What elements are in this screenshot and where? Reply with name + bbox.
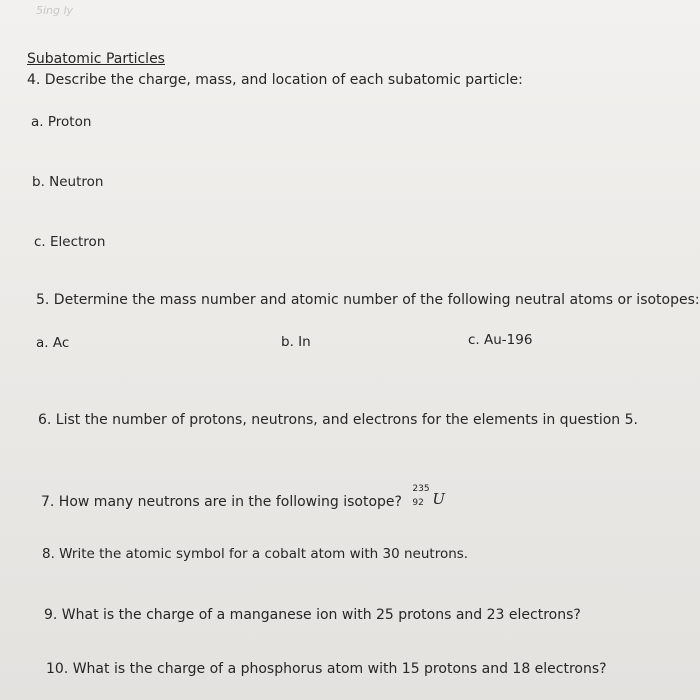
question-7-prompt: 7. How many neutrons are in the following isotope? [41,494,402,510]
faint-scribble: 5ing ly [36,4,74,17]
isotope-atomic-number: 92 [412,498,424,508]
question-8: 8. Write the atomic symbol for a cobalt atom with 30 neutrons. [42,546,469,562]
question-6: 6. List the number of protons, neutrons, and electrons for the elements in question 5. [38,412,638,428]
question-4b: b. Neutron [32,174,104,190]
section-title: Subatomic Particles [27,51,165,67]
question-4a: a. Proton [31,114,92,130]
isotope-symbol: U [432,490,446,508]
isotope-notation [412,484,454,510]
question-9: 9. What is the charge of a manganese ion with 25 protons and 23 electrons? [44,607,581,623]
question-5a: a. Ac [36,335,70,351]
question-7 [41,484,454,511]
question-5b: b. In [281,334,311,350]
isotope-mass-number: 235 [412,484,430,494]
question-5c: c. Au-196 [468,332,533,348]
question-4c: c. Electron [34,234,106,250]
question-10: 10. What is the charge of a phosphorus atom with 15 protons and 18 electrons? [46,661,607,677]
question-4: 4. Describe the charge, mass, and location of each subatomic particle: [27,72,523,88]
question-5: 5. Determine the mass number and atomic number of the following neutral atoms or isotopes: [36,292,700,308]
